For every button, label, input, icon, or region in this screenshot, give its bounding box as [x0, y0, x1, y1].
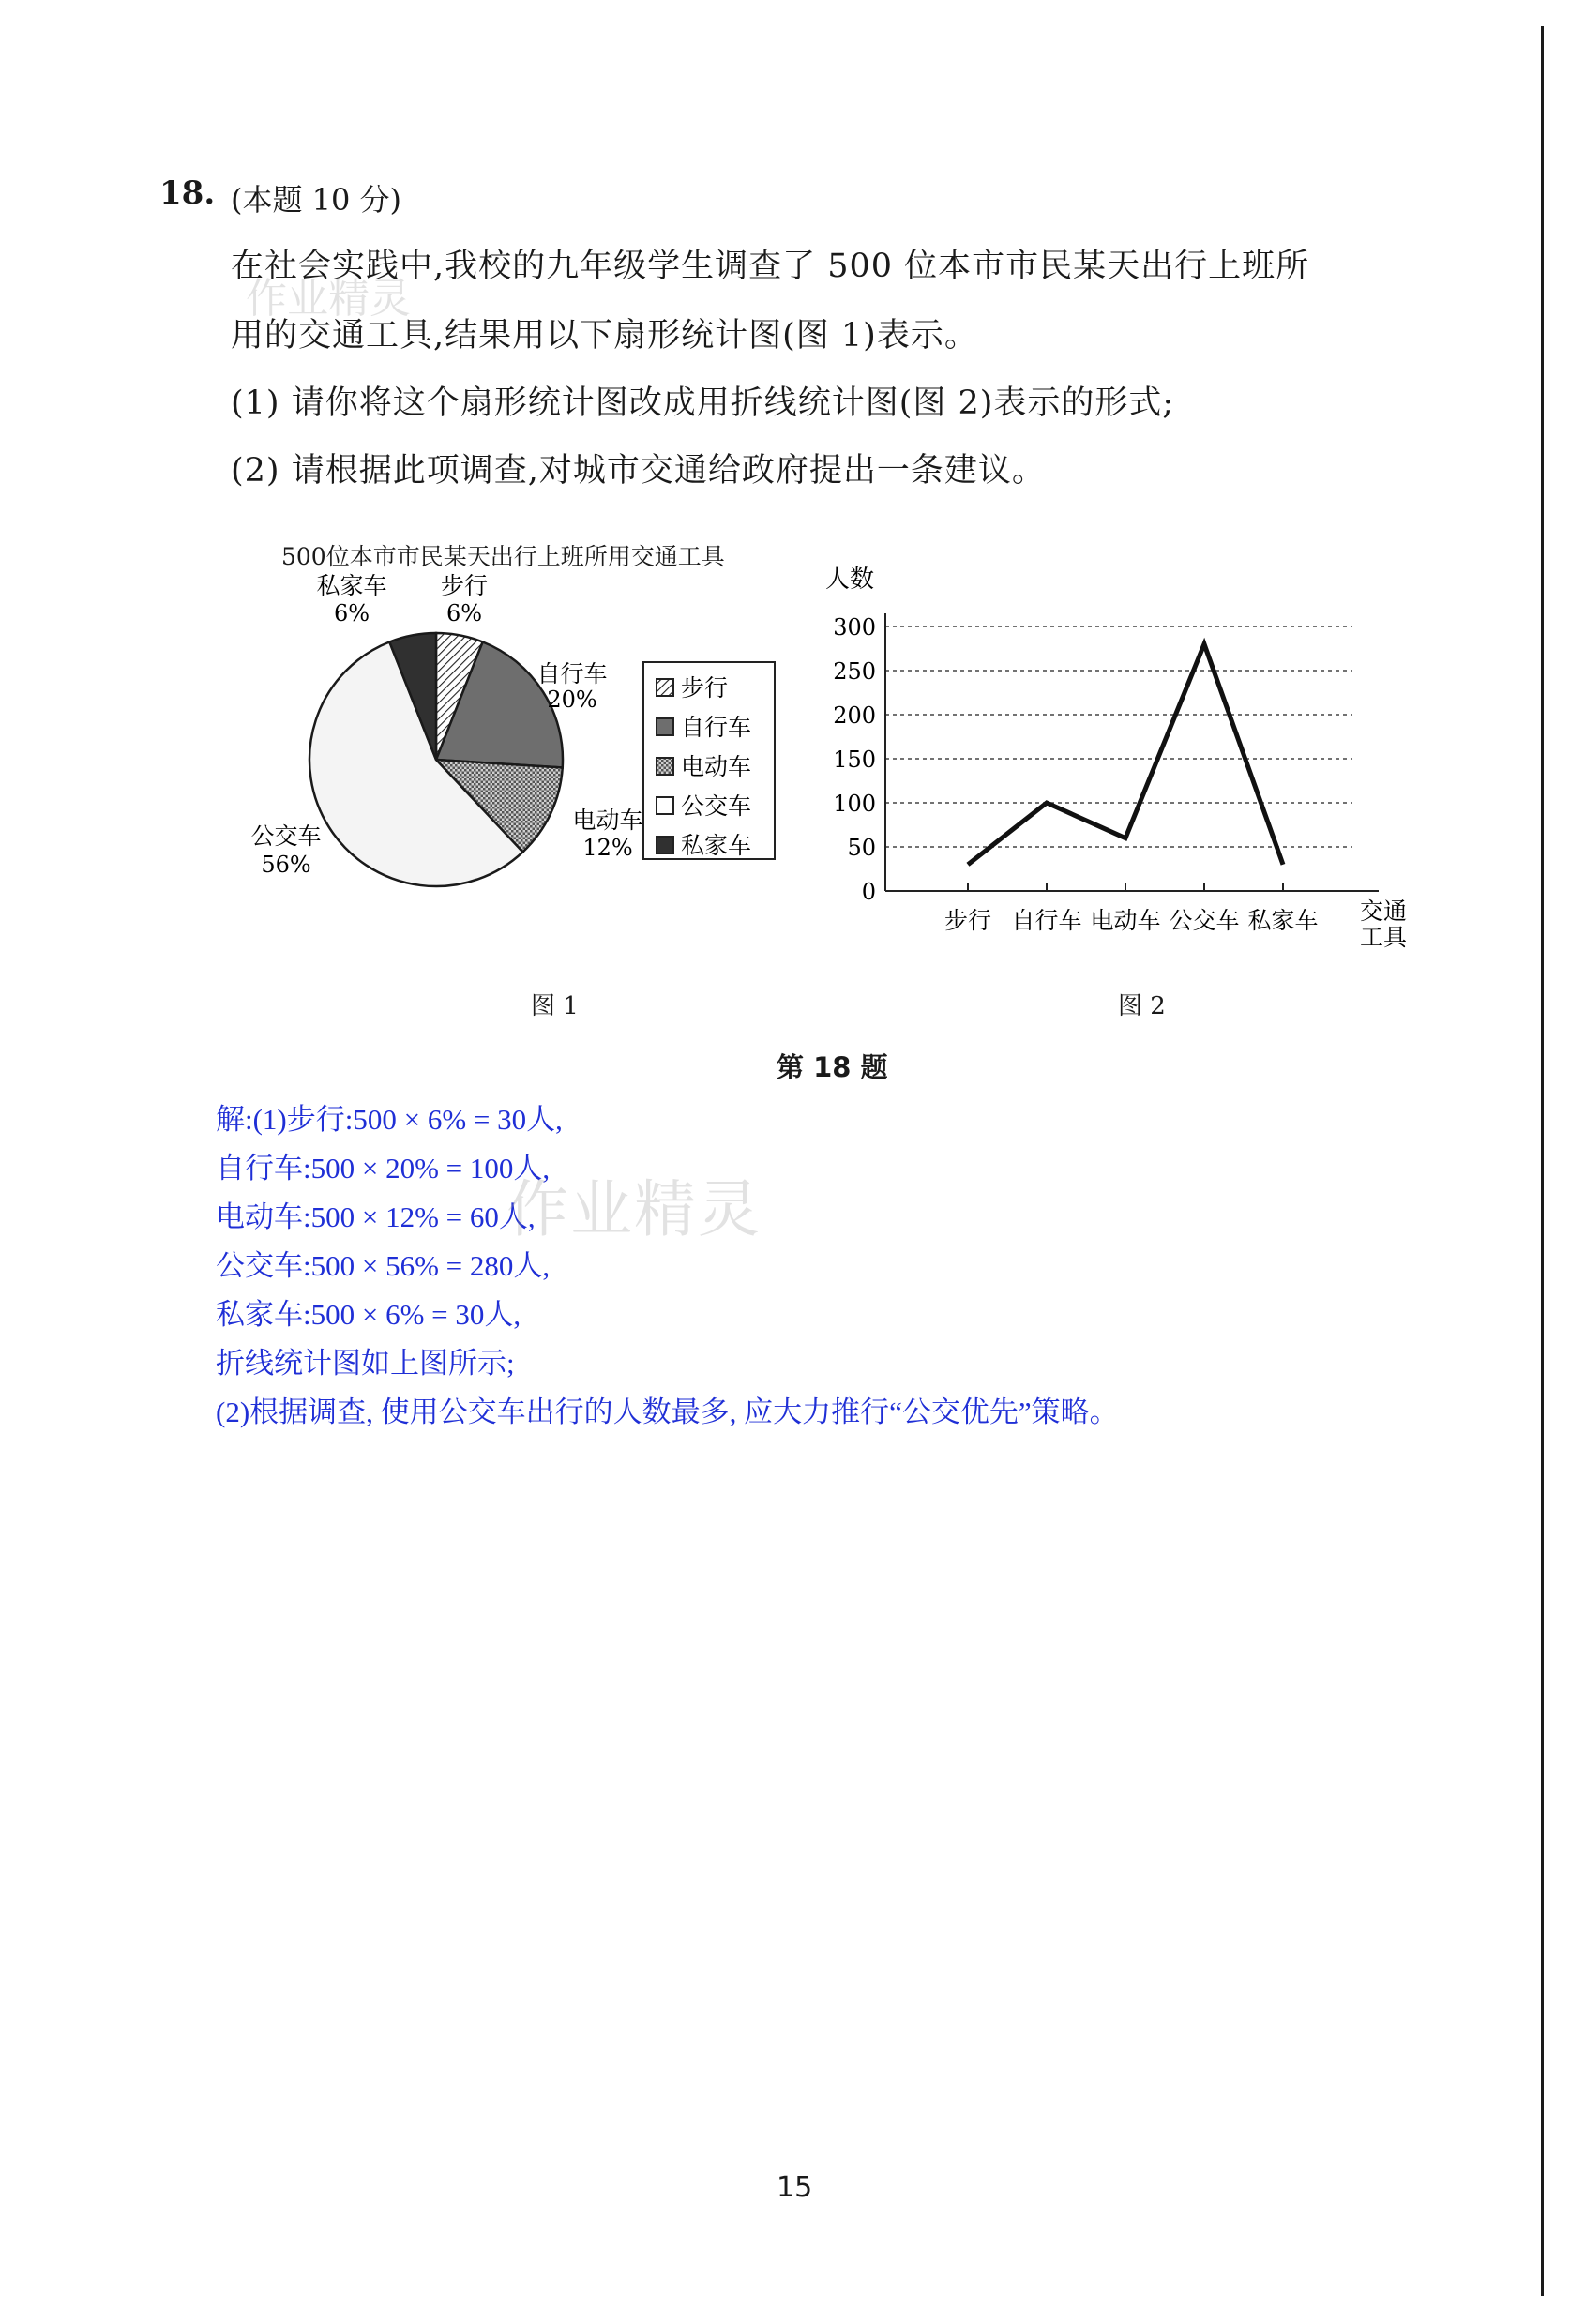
answer-line: 电动车:500 × 12% = 60人, — [216, 1200, 536, 1233]
x-tick-label: 公交车 — [1169, 907, 1240, 934]
legend-swatch — [657, 679, 673, 696]
answer-line: 公交车:500 × 56% = 280人, — [216, 1249, 551, 1282]
legend-label: 自行车 — [681, 714, 752, 741]
y-tick-label: 300 — [833, 614, 876, 641]
pie-slice-name: 电动车 — [572, 807, 643, 834]
pie-slice-label: 6% — [445, 600, 483, 626]
pie-slice-label: 56% — [261, 852, 311, 878]
y-tick-label: 50 — [847, 835, 876, 861]
pie-chart-title: 500位本市市民某天出行上班所用交通工具 — [281, 543, 725, 570]
question-line: 在社会实践中,我校的九年级学生调查了 500 位本市市民某天出行上班所 — [231, 248, 1310, 285]
x-tick-label: 私家车 — [1247, 907, 1319, 934]
x-tick-label: 自行车 — [1011, 907, 1082, 934]
x-axis-label: 工具 — [1359, 924, 1408, 951]
answer-line: 折线统计图如上图所示; — [216, 1347, 515, 1380]
pie-slice-name: 公交车 — [250, 822, 322, 850]
page-number: 15 — [777, 2171, 813, 2204]
question-label: 第 18 题 — [777, 1051, 888, 1083]
question-line: 用的交通工具,结果用以下扇形统计图(图 1)表示。 — [231, 317, 978, 355]
question-number: 18. — [159, 174, 216, 212]
y-tick-label: 200 — [833, 702, 876, 729]
pie-slice-label: 12% — [582, 835, 633, 861]
line-chart — [818, 563, 1456, 966]
y-tick-label: 0 — [861, 879, 876, 905]
question-score: (本题 10 分) — [231, 182, 402, 218]
legend-label: 公交车 — [681, 792, 752, 820]
figure-caption-2: 图 2 — [1118, 992, 1166, 1020]
legend-label: 电动车 — [681, 753, 752, 780]
pie-slice-name: 自行车 — [536, 660, 608, 687]
y-tick-label: 250 — [833, 658, 876, 685]
legend-swatch — [657, 797, 673, 814]
legend-swatch — [657, 758, 673, 775]
watermark: 作业精灵 — [246, 275, 411, 323]
line-series — [968, 644, 1283, 865]
legend-swatch — [657, 718, 673, 735]
question-line: (1) 请你将这个扇形统计图改成用折线统计图(图 2)表示的形式; — [231, 385, 1175, 422]
answer-line: 私家车:500 × 6% = 30人, — [216, 1298, 521, 1331]
pie-slice-label: 6% — [333, 600, 370, 626]
answer-line: 解:(1)步行:500 × 6% = 30人, — [216, 1103, 563, 1136]
figure-caption-1: 图 1 — [531, 992, 579, 1020]
y-tick-label: 100 — [833, 791, 876, 817]
page-edge-line — [1541, 26, 1544, 2296]
question-line: (2) 请根据此项调查,对城市交通给政府提出一条建议。 — [231, 452, 1046, 490]
pie-chart — [234, 572, 797, 919]
pie-slice-label: 20% — [547, 687, 597, 713]
answer-line: (2)根据调查, 使用公交车出行的人数最多, 应大力推行“公交优先”策略。 — [216, 1396, 1119, 1428]
x-tick-label: 电动车 — [1090, 907, 1161, 934]
x-tick-label: 步行 — [943, 907, 992, 934]
legend-label: 私家车 — [681, 832, 752, 859]
pie-slice-name: 步行 — [440, 572, 489, 599]
pie-slice-name: 私家车 — [316, 572, 387, 599]
watermark: 作业精灵 — [506, 1173, 762, 1245]
y-axis-label: 人数 — [825, 566, 875, 594]
legend-swatch — [657, 837, 673, 853]
answer-line: 自行车:500 × 20% = 100人, — [216, 1152, 551, 1185]
x-axis-label: 交通 — [1359, 898, 1408, 925]
legend-label: 步行 — [681, 674, 729, 702]
y-tick-label: 150 — [833, 747, 876, 773]
